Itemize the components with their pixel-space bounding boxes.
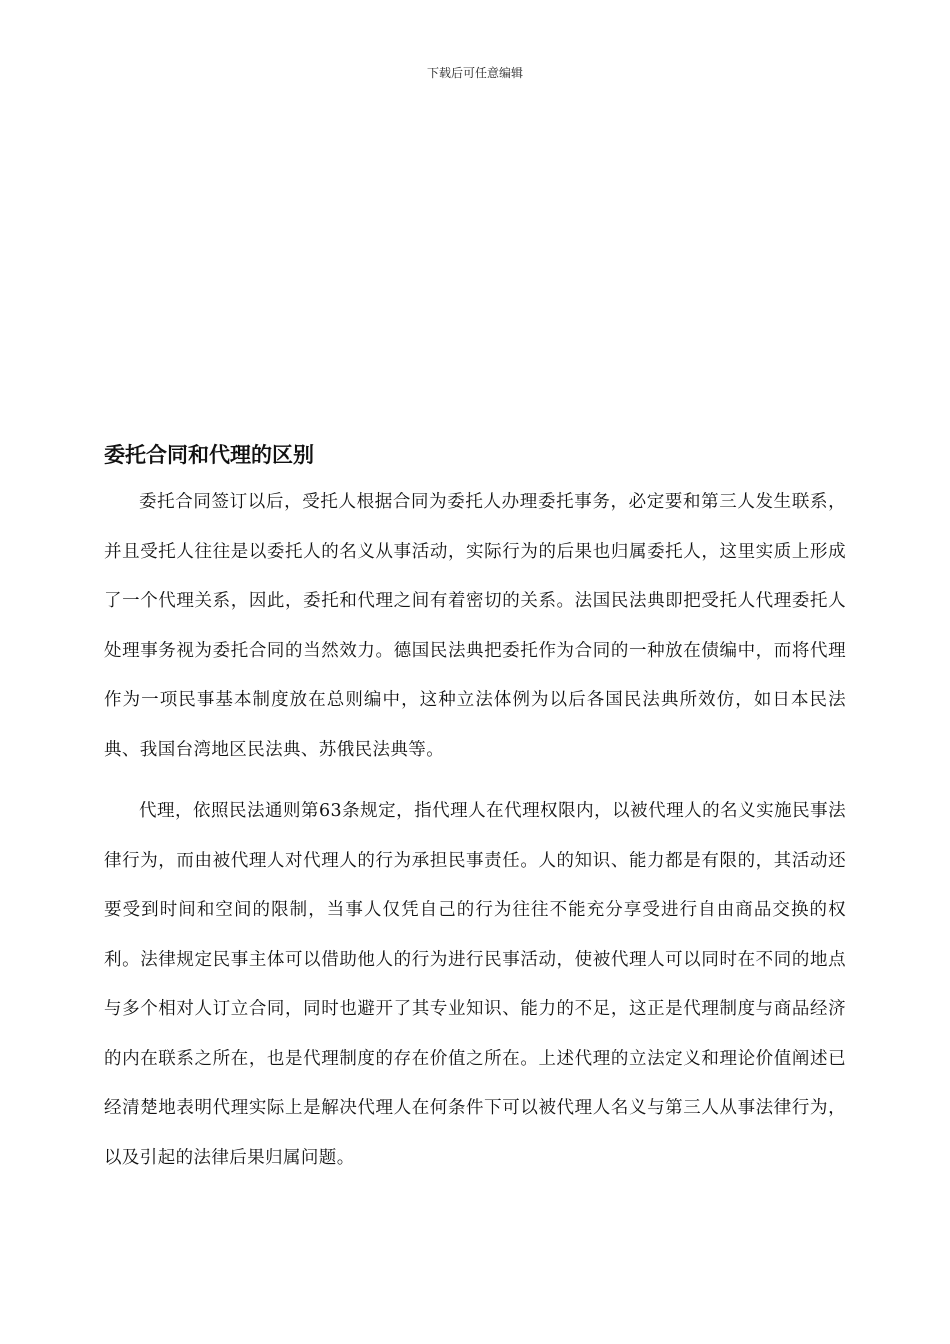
paragraph-1: 委托合同签订以后，受托人根据合同为委托人办理委托事务，必定要和第三人发生联系，并且受托人往往是以委托人的名义从事活动，实际行为的后果也归属委托人，这里实质上形成了一个代理关系，因此，委托和代理之间有着密切的关系。法国民法典即把受托人代理委托人处理事务视为委托合同的当然效力。德国民法典把委托作为合同的一种放在债编中，而将代理作为一项民事基本制度放在总则编中，这种立法体例为以后各国民法典所效仿，如日本民法典、我国台湾地区民法典、苏俄民法典等。 bbox=[104, 492, 846, 760]
header-note: 下载后可任意编辑 bbox=[426, 66, 523, 80]
document-title: 委托合同和代理的区别 bbox=[104, 443, 314, 467]
paragraph-2: 代理，依照民法通则第63条规定，指代理人在代理权限内，以被代理人的名义实施民事法律行为，而由被代理人对代理人的行为承担民事责任。人的知识、能力都是有限的，其活动还要受到时间和空间的限制，当事人仅凭自己的行为往往不能充分享受进行自由商品交换的权利。法律规定民事主体可以借助他人的行为进行民事活动，使被代理人可以同时在不同的地点与多个相对人订立合同，同时也避开了其专业知识、能力的不足，这正是代理制度与商品经济的内在联系之所在，也是代理制度的存在价值之所在。上述代理的立法定义和理论价值阐述已经清楚地表明代理实际上是解决代理人在何条件下可以被代理人名义与第三人从事法律行为，以及引起的法律后果归属问题。 bbox=[104, 801, 846, 1168]
document-body bbox=[104, 440, 846, 1183]
